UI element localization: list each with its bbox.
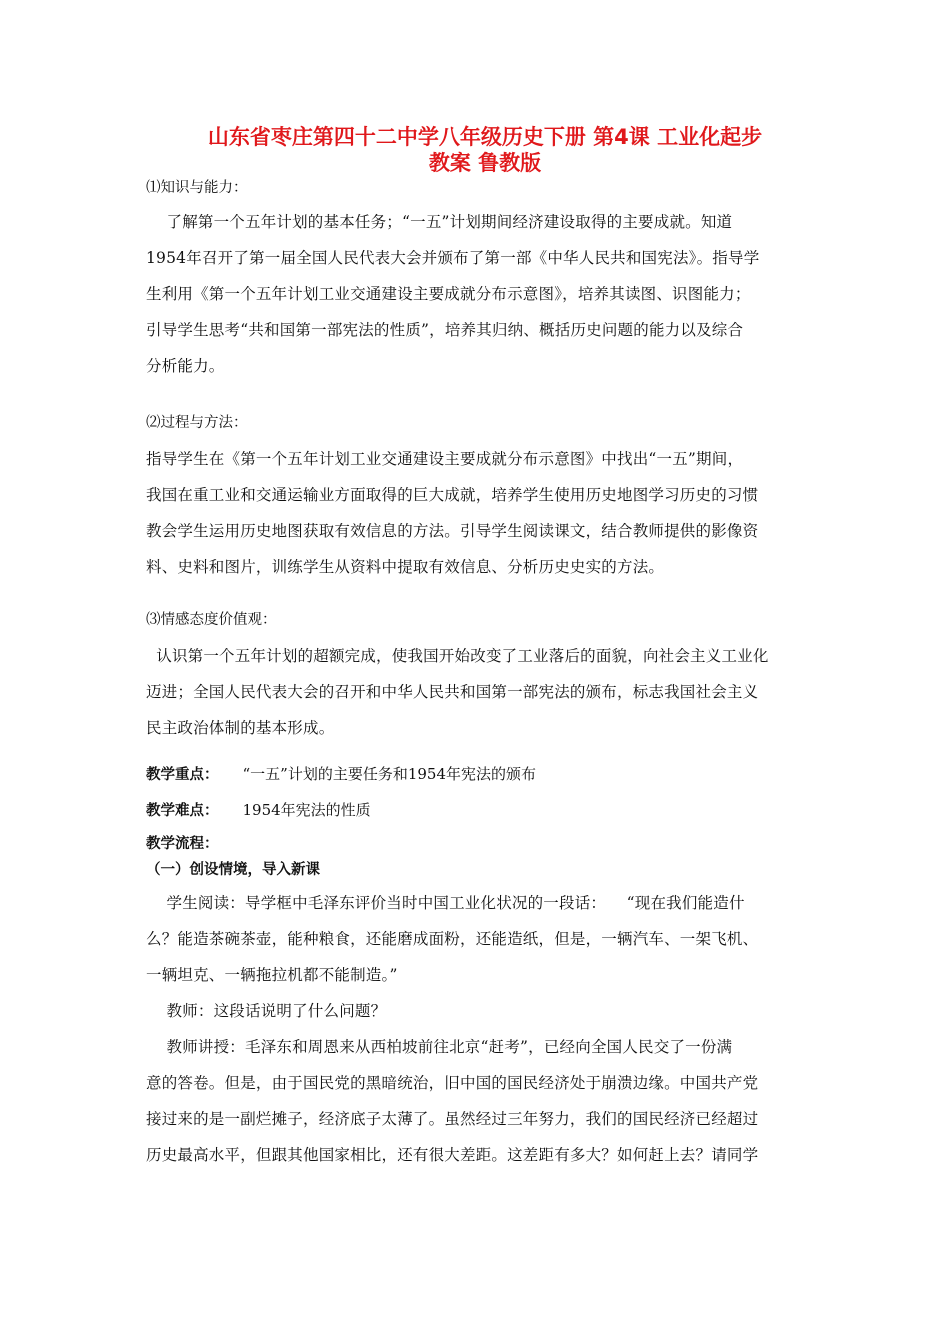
- key-point-value: “一五”计划的主要任务和1954年宪法的颁布: [242, 765, 537, 783]
- document-title-line2: 教案 鲁教版: [428, 151, 542, 175]
- paragraph-line: 分析能力。: [146, 357, 225, 375]
- key-point-label: 教学重点：: [146, 767, 219, 783]
- section-body-intro: [146, 885, 808, 1173]
- paragraph-line: 生利用《第一个五年计划工业交通建设主要成就分布示意图》，培养其读图、识图能力；: [146, 285, 751, 303]
- paragraph-line: 历史最高水平，但跟其他国家相比，还有很大差距。这差距有多大？如何赶上去？请同学: [146, 1146, 759, 1164]
- paragraph-line: 我国在重工业和交通运输业方面取得的巨大成就，培养学生使用历史地图学习历史的习惯: [146, 486, 759, 504]
- flow-label: 教学流程：: [146, 836, 219, 852]
- paragraph-line: 学生阅读：导学框中毛泽东评价当时中国工业化状况的一段话： “现在我们能造什: [146, 894, 745, 912]
- paragraph-line: 迈进；全国人民代表大会的召开和中华人民共和国第一部宪法的颁布，标志我国社会主义: [146, 683, 759, 701]
- key-point-row: [146, 763, 536, 786]
- section-body-knowledge: [146, 204, 808, 384]
- flow-row: [146, 832, 219, 855]
- section-heading-process: ⑵过程与方法：: [146, 415, 248, 431]
- difficulty-label: 教学难点：: [146, 803, 219, 819]
- paragraph-line: 1954年召开了第一届全国人民代表大会并颁布了第一部《中华人民共和国宪法》。指导学: [146, 249, 760, 267]
- paragraph-line: 意的答卷。但是，由于国民党的黑暗统治，旧中国的国民经济处于崩溃边缘。中国共产党: [146, 1074, 759, 1092]
- flow-step-1: （一）创设情境，导入新课: [146, 862, 320, 878]
- difficulty-value: 1954年宪法的性质: [242, 801, 371, 819]
- paragraph-line: 认识第一个五年计划的超额完成，使我国开始改变了工业落后的面貌，向社会主义工业化: [146, 647, 769, 665]
- paragraph-line: 教师讲授：毛泽东和周恩来从西柏坡前往北京“赶考”，已经向全国人民交了一份满: [146, 1038, 733, 1056]
- paragraph-line: 民主政治体制的基本形成。: [146, 719, 335, 737]
- paragraph-line: 教师：这段话说明了什么问题？: [146, 1002, 387, 1020]
- document-title-line1: 山东省枣庄第四十二中学八年级历史下册 第4课 工业化起步: [207, 125, 763, 149]
- paragraph-line: 一辆坦克、一辆拖拉机都不能制造。”: [146, 966, 398, 984]
- paragraph-line: 料、史料和图片，训练学生从资料中提取有效信息、分析历史史实的方法。: [146, 558, 665, 576]
- difficulty-row: [146, 799, 371, 822]
- paragraph-line: 接过来的是一副烂摊子，经济底子太薄了。虽然经过三年努力，我们的国民经济已经超过: [146, 1110, 759, 1128]
- section-heading-values: ⑶情感态度价值观：: [146, 612, 277, 628]
- paragraph-line: 么？能造茶碗茶壶，能种粮食，还能磨成面粉，还能造纸，但是，一辆汽车、一架飞机、: [146, 930, 759, 948]
- section-heading-knowledge: ⑴知识与能力：: [146, 180, 248, 196]
- paragraph-line: 教会学生运用历史地图获取有效信息的方法。引导学生阅读课文，结合教师提供的影像资: [146, 522, 759, 540]
- paragraph-line: 了解第一个五年计划的基本任务；“一五”计划期间经济建设取得的主要成就。知道: [146, 213, 733, 231]
- paragraph-line: 指导学生在《第一个五年计划工业交通建设主要成就分布示意图》中找出“一五”期间，: [146, 450, 744, 468]
- paragraph-line: 引导学生思考“共和国第一部宪法的性质”，培养其归纳、概括历史问题的能力以及综合: [146, 321, 744, 339]
- section-body-process: [146, 441, 808, 585]
- flow-step-row: [146, 858, 320, 881]
- section-body-values: [146, 638, 808, 746]
